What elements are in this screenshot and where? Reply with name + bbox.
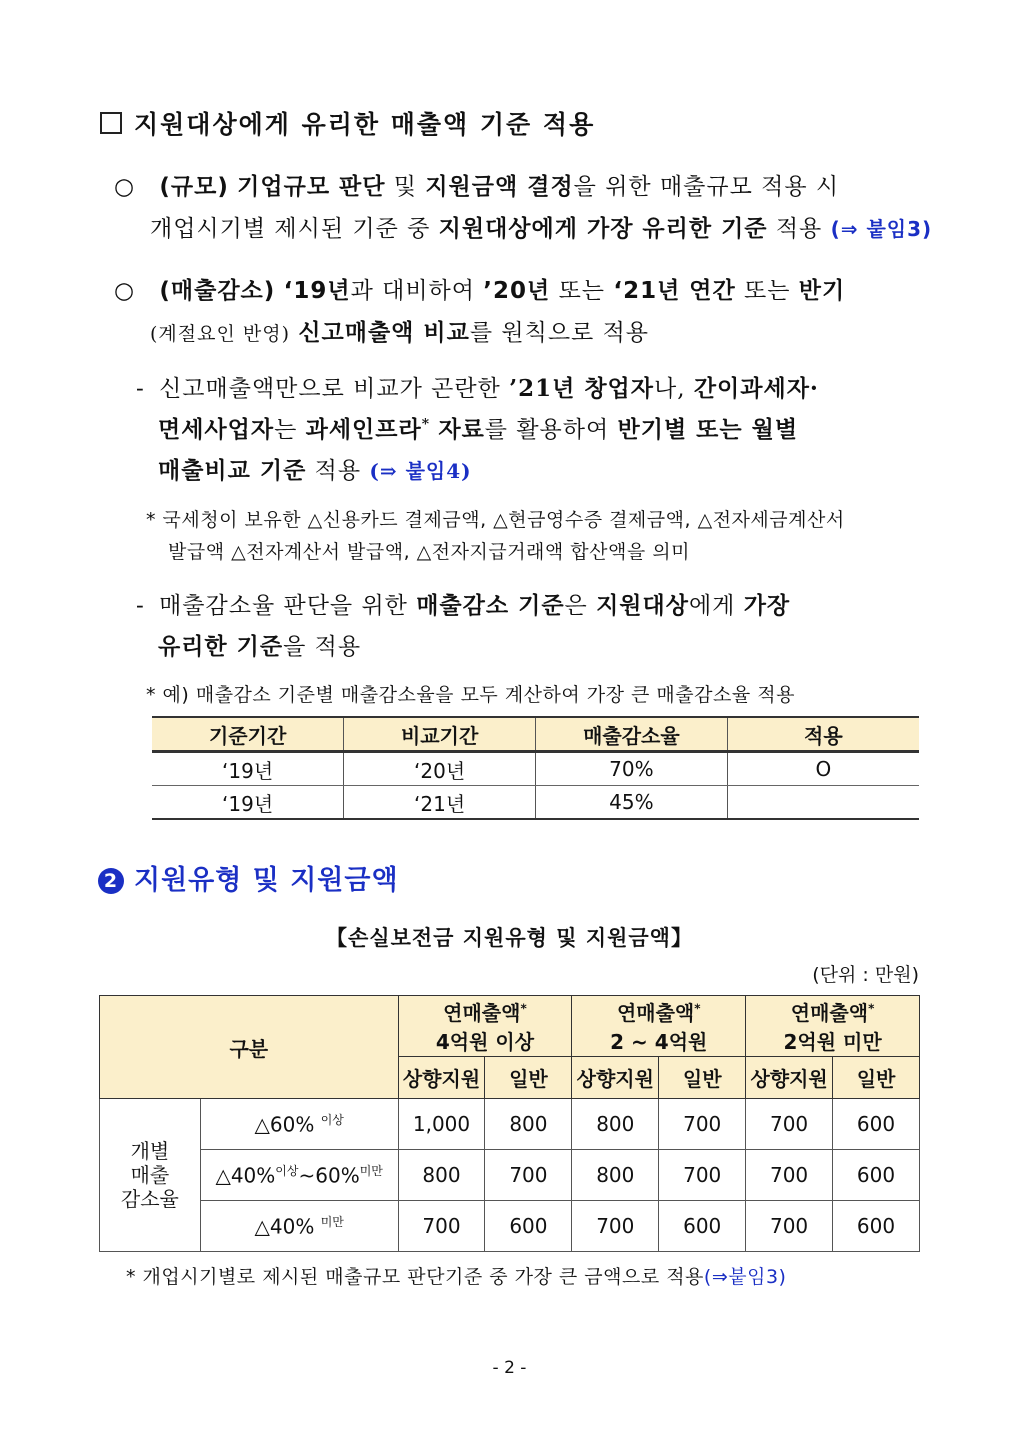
- dash1-line3: 매출비교 기준 적용 (⇒ 붙임4): [158, 457, 472, 484]
- group-header-row: [100, 996, 920, 1057]
- note1-line2: 발급액 △전자계산서 발급액, △전자지급거래액 합산액을 의미: [168, 541, 690, 563]
- table-row: △40% $^{미만}$ 700 600 700 600 700 600: [100, 1201, 920, 1252]
- attachment3-ref: (⇒붙임3): [703, 1266, 787, 1288]
- table-row: 개별 매출 감소율 △60% $^{이상}$ 1,000 800 800 700 700 600: [100, 1099, 920, 1150]
- sub-header-row: 상향지원 일반 상향지원 일반 상향지원 일반: [100, 1057, 920, 1099]
- header-compare-period: 비교기간: [344, 717, 536, 752]
- header-applied: 적용: [727, 717, 919, 752]
- header-base-period: 기준기간: [152, 717, 344, 752]
- item1-line2: 개업시기별 제시된 기준 중 지원대상에게 가장 유리한 기준 적용 (⇒ 붙임3): [150, 216, 933, 242]
- group-header: 연매출액* 2억원 미만: [746, 996, 920, 1057]
- circle-bullet: ○: [114, 278, 136, 304]
- item1-line1: ○ (규모) 기업규모 판단 및 지원금액 결정을 위한 매출규모 적용 시: [114, 174, 840, 200]
- dash1-line1: - 신고매출액만으로 비교가 곤란한 ’21년 창업자나, 간이과세자·: [136, 375, 819, 402]
- page-number: - 2 -: [492, 1358, 527, 1378]
- group-header: 연매출액* 4억원 이상: [398, 996, 572, 1057]
- table2-title: 【손실보전금 지원유형 및 지원금액】: [326, 926, 693, 950]
- row-label: △60% $^{이상}$: [200, 1099, 398, 1150]
- circle-bullet: ○: [114, 174, 136, 200]
- section2-heading: 2 지원유형 및 지원금액: [98, 858, 399, 897]
- section-heading: 지원대상에게 유리한 매출액 기준 적용: [100, 105, 595, 141]
- comparison-example-table: [152, 716, 919, 820]
- group-header: 연매출액* 2 ~ 4억원: [572, 996, 746, 1057]
- support-amount-table: [99, 995, 920, 1252]
- table-row: ‘19년 ‘21년 45%: [152, 786, 919, 820]
- dash2-line1: - 매출감소율 판단을 위한 매출감소 기준은 지원대상에게 가장: [136, 592, 791, 619]
- header-decline-rate: 매출감소율: [536, 717, 728, 752]
- item2-line2: (계절요인 반영) 신고매출액 비교를 원칙으로 적용: [150, 319, 650, 346]
- item2-line1: ○ (매출감소) ‘19년과 대비하여 ’20년 또는 ‘21년 연간 또는 반기: [114, 278, 846, 304]
- number-badge-icon: 2: [98, 868, 124, 894]
- dash2-line2: 유리한 기준을 적용: [158, 633, 362, 660]
- table-header-row: [152, 717, 919, 752]
- row-label: △40% $^{미만}$: [200, 1201, 398, 1252]
- row-group-label: 개별 매출 감소율: [100, 1099, 201, 1252]
- attachment4-ref: (⇒ 붙임4): [369, 459, 472, 483]
- corner-header: 구분: [100, 996, 399, 1099]
- unit-label: (단위 : 만원): [812, 964, 919, 986]
- table-row: △40%$^{이상}$~60%$^{미만}$ 800 700 800 700 700 600: [100, 1150, 920, 1201]
- note2: * 예) 매출감소 기준별 매출감소율을 모두 계산하여 가장 큰 매출감소율 적용: [146, 684, 795, 706]
- row-label: △40%$^{이상}$~60%$^{미만}$: [200, 1150, 398, 1201]
- attachment3-ref: (⇒ 붙임3): [830, 217, 933, 241]
- note1-line1: * 국세청이 보유한 △신용카드 결제금액, △현금영수증 결제금액, △전자세금계산서: [146, 509, 845, 531]
- table-row: ‘19년 ‘20년 70% O: [152, 752, 919, 786]
- dash1-line2: 면세사업자는 과세인프라* 자료를 활용하여 반기별 또는 월별: [158, 416, 799, 443]
- checkbox-square-icon: [100, 112, 122, 134]
- table2-footnote: * 개업시기별로 제시된 매출규모 판단기준 중 가장 큰 금액으로 적용(⇒붙임3): [126, 1266, 787, 1288]
